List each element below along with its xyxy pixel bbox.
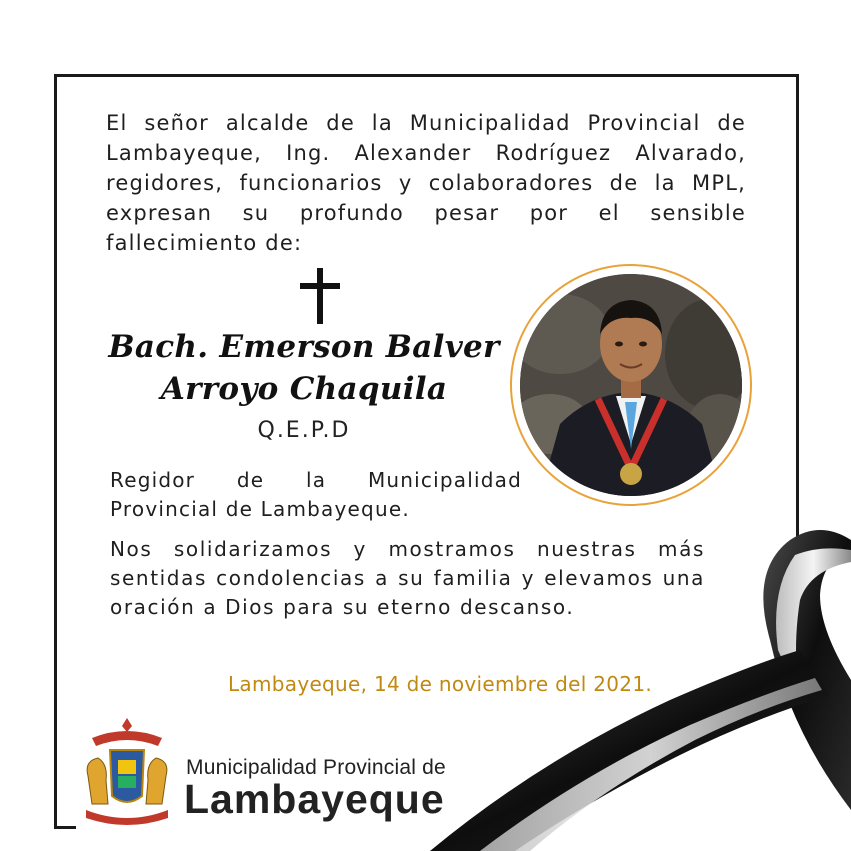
deceased-name-line1: Bach. Emerson Balver bbox=[108, 329, 500, 365]
frame-top-border bbox=[54, 74, 799, 77]
role-paragraph: Regidor de la Municipalidad Provincial de Lambayeque. bbox=[110, 468, 522, 521]
logo-line2: Lambayeque bbox=[184, 776, 445, 822]
frame-left-border bbox=[54, 74, 57, 829]
frame-right-border bbox=[796, 74, 799, 544]
mourning-ribbon-icon bbox=[420, 500, 851, 851]
coat-of-arms-icon bbox=[80, 716, 174, 826]
deceased-name bbox=[94, 326, 514, 410]
qepd-label: Q.E.P.D bbox=[257, 418, 351, 443]
frame-bottom-border bbox=[54, 826, 76, 829]
intro-paragraph: El señor alcalde de la Municipalidad Provincial de Lambayeque, Ing. Alexander Rodríguez Alvarado, regidores, funcionarios y colaboradores de la MPL, expresan su profundo pesar por el sensible fallecimiento de: bbox=[106, 111, 746, 255]
portrait-illustration bbox=[520, 274, 742, 496]
condolence-paragraph: Nos solidarizamos y mostramos nuestras más sentidas condolencias a su familia y elevamos una oración a Dios para su eterno descanso. bbox=[110, 537, 705, 619]
date-line: Lambayeque, 14 de noviembre del 2021. bbox=[227, 672, 653, 696]
logo-line1: Municipalidad Provincial de bbox=[186, 756, 446, 779]
portrait-photo bbox=[520, 274, 742, 496]
latin-cross-icon bbox=[296, 268, 344, 324]
deceased-name-line2: Arroyo Chaquila bbox=[160, 371, 448, 407]
